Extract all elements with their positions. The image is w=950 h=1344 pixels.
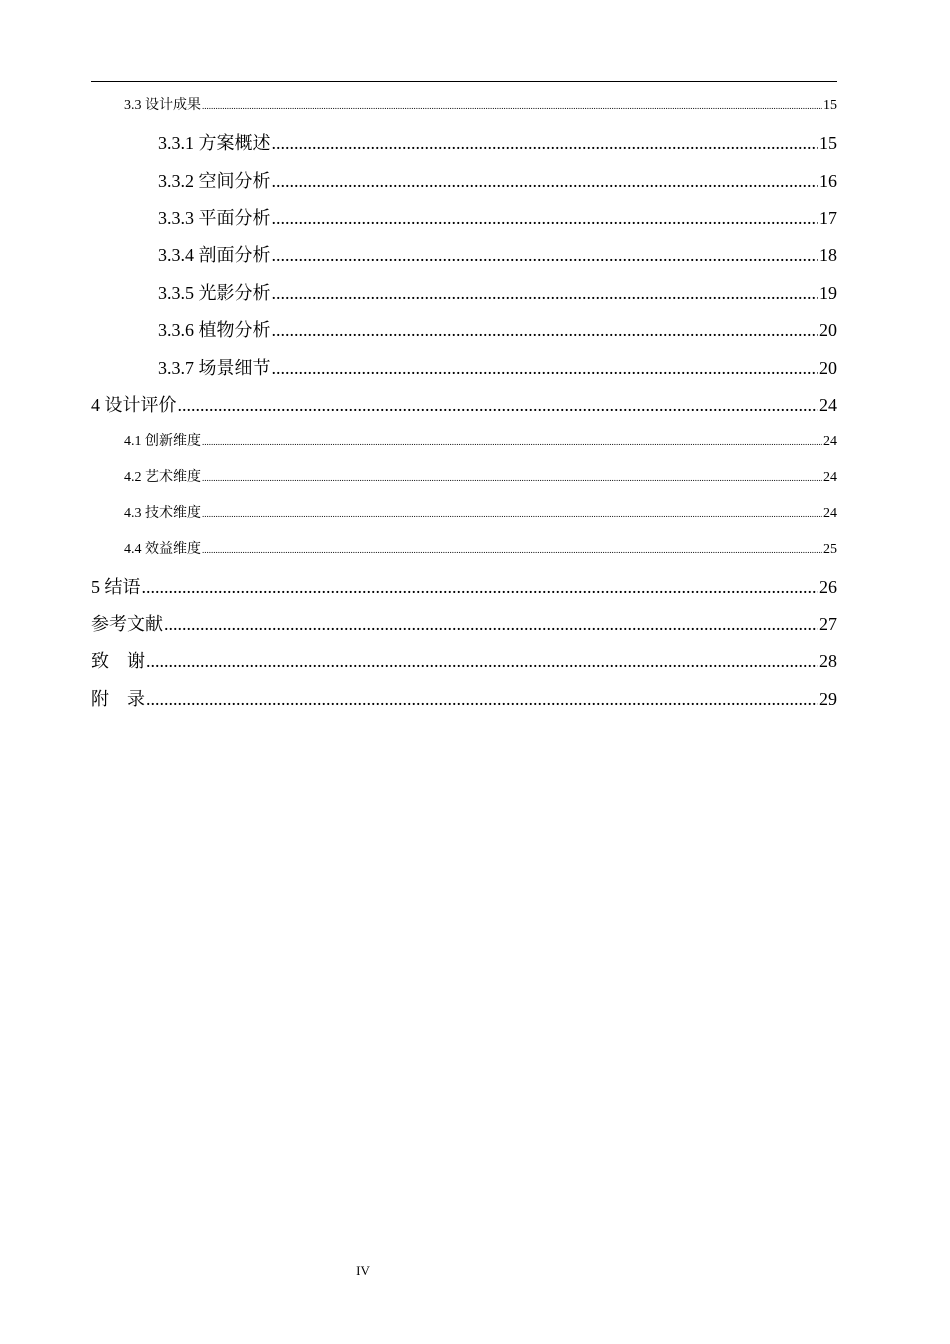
toc-entry[interactable] (158, 316, 837, 340)
toc-leader-dots (146, 689, 818, 709)
toc-entry-page: 15 (823, 98, 837, 113)
toc-entry[interactable] (91, 610, 837, 634)
toc-leader-dots (272, 283, 819, 303)
toc-entry[interactable] (158, 354, 837, 378)
toc-entry-label: 4.1 创新维度 (124, 434, 201, 449)
toc-entry-page: 24 (819, 395, 837, 415)
toc-leader-dots (164, 614, 818, 634)
toc-entry-page: 24 (823, 470, 837, 485)
toc-entry-label: 附 录 (91, 689, 145, 709)
header-rule (91, 81, 837, 82)
toc-entry-page: 19 (819, 283, 837, 303)
toc-entry-page: 28 (819, 651, 837, 671)
page-number-footer: IV (356, 1263, 370, 1278)
toc-entry-page: 25 (823, 542, 837, 557)
toc-entry-label: 5 结语 (91, 577, 141, 597)
toc-leader-dots (272, 133, 819, 153)
toc-entry[interactable] (124, 502, 837, 522)
toc-leader-dots (202, 473, 822, 483)
toc-leader-dots (272, 208, 819, 228)
toc-entry-label: 致 谢 (91, 651, 145, 671)
toc-leader-dots (272, 171, 819, 191)
toc-entry[interactable] (91, 391, 837, 415)
toc-entry[interactable] (158, 129, 837, 153)
toc-entry[interactable] (158, 279, 837, 303)
toc-leader-dots (142, 577, 819, 597)
toc-entry[interactable] (124, 430, 837, 450)
toc-leader-dots (272, 245, 819, 265)
toc-entry-page: 24 (823, 506, 837, 521)
toc-entry-label: 3.3.6 植物分析 (158, 320, 271, 340)
toc-entry-page: 20 (819, 358, 837, 378)
toc-entry-label: 3.3 设计成果 (124, 98, 201, 113)
toc-entry-label: 3.3.7 场景细节 (158, 358, 271, 378)
toc-leader-dots (272, 320, 819, 340)
toc-entry-page: 20 (819, 320, 837, 340)
toc-entry[interactable] (91, 685, 837, 709)
toc-entry-page: 26 (819, 577, 837, 597)
toc-leader-dots (202, 437, 822, 447)
toc-entry[interactable] (158, 204, 837, 228)
toc-entry-label: 3.3.2 空间分析 (158, 171, 271, 191)
toc-entry-label: 3.3.5 光影分析 (158, 283, 271, 303)
toc-entry-label: 3.3.1 方案概述 (158, 133, 271, 153)
toc-entry-page: 15 (819, 133, 837, 153)
toc-entry[interactable] (124, 466, 837, 486)
toc-entry[interactable] (91, 573, 837, 597)
toc-entry-page: 16 (819, 171, 837, 191)
toc-entry-label: 4 设计评价 (91, 395, 177, 415)
toc-entry-page: 27 (819, 614, 837, 634)
toc-entry-label: 3.3.3 平面分析 (158, 208, 271, 228)
toc-entry[interactable] (158, 241, 837, 265)
toc-entry-label: 4.2 艺术维度 (124, 470, 201, 485)
toc-leader-dots (202, 545, 822, 555)
toc-entry-label: 3.3.4 剖面分析 (158, 245, 271, 265)
toc-entry[interactable] (124, 94, 837, 114)
toc-leader-dots (146, 651, 818, 671)
toc-leader-dots (272, 358, 819, 378)
toc-entry-page: 18 (819, 245, 837, 265)
toc-leader-dots (202, 101, 822, 111)
toc-entry-page: 17 (819, 208, 837, 228)
toc-entry-label: 4.3 技术维度 (124, 506, 201, 521)
toc-entry-page: 29 (819, 689, 837, 709)
toc-entry-label: 参考文献 (91, 614, 163, 634)
toc-entry-label: 4.4 效益维度 (124, 542, 201, 557)
toc-leader-dots (202, 509, 822, 519)
toc-entry[interactable] (124, 538, 837, 558)
toc-leader-dots (178, 395, 819, 415)
toc-entry-page: 24 (823, 434, 837, 449)
toc-entry[interactable] (158, 167, 837, 191)
toc-entry[interactable] (91, 647, 837, 671)
